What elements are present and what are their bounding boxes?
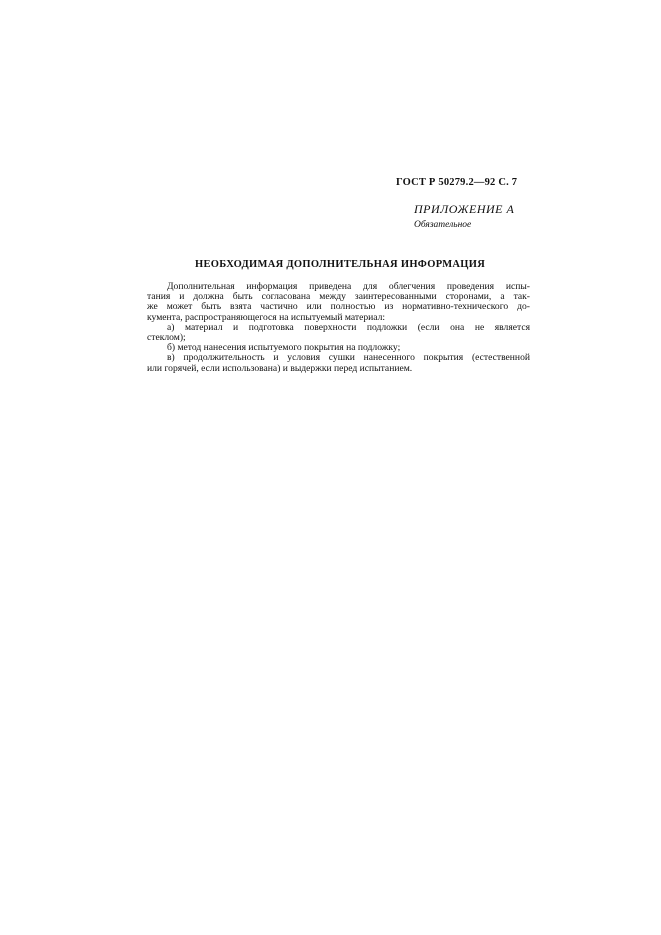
body-line: стеклом); xyxy=(147,333,186,344)
appendix-title: ПРИЛОЖЕНИЕ А xyxy=(414,202,515,216)
body-line: Дополнительная информация приведена для облегчения проведения испы- xyxy=(167,282,530,292)
section-title: НЕОБХОДИМАЯ ДОПОЛНИТЕЛЬНАЯ ИНФОРМАЦИЯ xyxy=(195,259,486,270)
header-code: ГОСТ Р 50279.2—92 С. 7 xyxy=(396,177,518,188)
body-line: кумента, распространяющегося на испытуемый материал: xyxy=(147,312,386,323)
appendix-subtitle: Обязательное xyxy=(414,220,472,230)
body-text xyxy=(147,282,530,374)
body-line: а) материал и подготовка поверхности подложки (если она не является xyxy=(167,322,530,333)
body-line: б) метод нанесения испытуемого покрытия на подложку; xyxy=(167,343,401,354)
body-line: в) продолжительность и условия сушки нанесенного покрытия (естественной xyxy=(167,353,530,364)
body-line: тания и должна быть согласована между заинтересованными сторонами, а так- xyxy=(147,292,530,303)
body-line: или горячей, если использована) и выдержки перед испытанием. xyxy=(147,363,413,374)
body-line: же может быть взята частично или полностью из нормативно-технического до- xyxy=(147,302,530,313)
